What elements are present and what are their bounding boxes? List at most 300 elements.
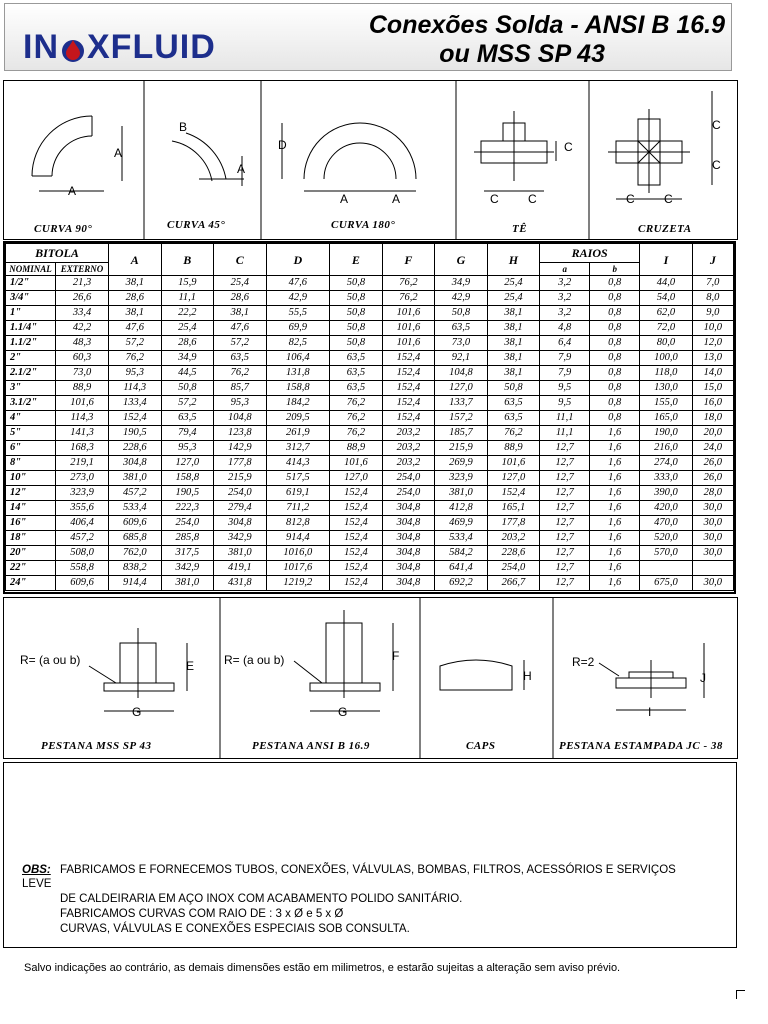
header-bitola: BITOLA xyxy=(6,244,109,263)
table-cell: 269,9 xyxy=(435,456,488,471)
table-cell: 34,9 xyxy=(435,276,488,291)
table-cell: 254,0 xyxy=(161,516,214,531)
note-line4: CURVAS, VÁLVULAS E CONEXÕES ESPECIAIS SOB CONSULTA. xyxy=(60,923,410,935)
table-cell: 118,0 xyxy=(640,366,693,381)
table-cell: 152,4 xyxy=(330,546,383,561)
table-cell: 104,8 xyxy=(214,411,267,426)
cell-nominal: 22" xyxy=(6,561,56,576)
cell-nominal: 4" xyxy=(6,411,56,426)
table-cell: 50,8 xyxy=(435,306,488,321)
estampada-dim-j: J xyxy=(700,671,706,685)
table-cell: 50,8 xyxy=(161,381,214,396)
table-cell: 12,7 xyxy=(540,501,590,516)
table-cell: 57,2 xyxy=(109,336,162,351)
caption-caps: CAPS xyxy=(466,740,496,752)
table-cell: 0,8 xyxy=(590,306,640,321)
table-cell: 28,6 xyxy=(214,291,267,306)
cruzeta-dim-c-top: C xyxy=(712,118,721,132)
table-cell: 95,3 xyxy=(161,441,214,456)
table-cell: 222,3 xyxy=(161,501,214,516)
table-cell: 11,1 xyxy=(161,291,214,306)
table-row xyxy=(6,336,734,351)
table-cell: 63,5 xyxy=(487,396,540,411)
table-cell: 73,0 xyxy=(435,336,488,351)
table-cell: 63,5 xyxy=(161,411,214,426)
table-cell: 216,0 xyxy=(640,441,693,456)
cruzeta-dim-c-right: C xyxy=(664,192,673,206)
table-cell: 63,5 xyxy=(330,381,383,396)
flanges-drawings xyxy=(4,598,737,758)
table-cell: 152,4 xyxy=(382,351,435,366)
table-row xyxy=(6,546,734,561)
table-cell: 38,1 xyxy=(214,306,267,321)
table-cell: 152,4 xyxy=(330,486,383,501)
cell-nominal: 2" xyxy=(6,351,56,366)
table-cell: 3,2 xyxy=(540,276,590,291)
header-nominal: NOMINAL xyxy=(6,263,56,276)
table-cell: 12,7 xyxy=(540,441,590,456)
table-cell: 254,0 xyxy=(214,486,267,501)
table-cell: 0,8 xyxy=(590,321,640,336)
table-cell: 609,6 xyxy=(56,576,109,591)
header-col-g: G xyxy=(435,244,488,276)
table-cell: 165,0 xyxy=(640,411,693,426)
table-cell: 88,9 xyxy=(487,441,540,456)
table-cell: 1,6 xyxy=(590,546,640,561)
table-cell: 570,0 xyxy=(640,546,693,561)
header-col-c: C xyxy=(214,244,267,276)
table-cell: 304,8 xyxy=(382,561,435,576)
footer-disclaimer: Salvo indicações ao contrário, as demais dimensões estão em milimetros, e estarão sujeitas a alteração sem aviso prévio. xyxy=(24,962,621,974)
table-cell: 304,8 xyxy=(382,516,435,531)
table-row xyxy=(6,576,734,591)
table-cell: 130,0 xyxy=(640,381,693,396)
table-row xyxy=(6,426,734,441)
page-title-line1: Conexões Solda - ANSI B 16.9 xyxy=(368,11,725,39)
table-cell: 100,0 xyxy=(640,351,693,366)
note-line3: FABRICAMOS CURVAS COM RAIO DE : 3 x Ø e 5 x Ø xyxy=(60,908,344,920)
table-cell: 44,5 xyxy=(161,366,214,381)
table-cell: 152,4 xyxy=(109,411,162,426)
table-row xyxy=(6,351,734,366)
mss-radius-label: R= (a ou b) xyxy=(20,653,81,667)
table-cell: 0,8 xyxy=(590,351,640,366)
cell-nominal: 10" xyxy=(6,471,56,486)
table-cell: 44,0 xyxy=(640,276,693,291)
cell-nominal: 6" xyxy=(6,441,56,456)
table-cell: 228,6 xyxy=(109,441,162,456)
table-cell: 54,0 xyxy=(640,291,693,306)
caption-te: TÊ xyxy=(512,223,528,235)
table-row xyxy=(6,291,734,306)
table-row xyxy=(6,366,734,381)
table-cell: 25,4 xyxy=(487,276,540,291)
table-cell: 1219,2 xyxy=(266,576,330,591)
table-cell: 123,8 xyxy=(214,426,267,441)
table-cell: 469,9 xyxy=(435,516,488,531)
table-cell: 15,0 xyxy=(692,381,733,396)
table-cell: 215,9 xyxy=(214,471,267,486)
table-cell: 157,2 xyxy=(435,411,488,426)
table-row xyxy=(6,486,734,501)
table-cell: 203,2 xyxy=(487,531,540,546)
header-raio-a: a xyxy=(540,263,590,276)
header-externo: EXTERNO xyxy=(56,263,109,276)
table-cell: 158,8 xyxy=(161,471,214,486)
table-cell: 0,8 xyxy=(590,276,640,291)
table-cell: 158,8 xyxy=(266,381,330,396)
table-cell: 127,0 xyxy=(330,471,383,486)
table-cell: 12,7 xyxy=(540,486,590,501)
table-cell: 317,5 xyxy=(161,546,214,561)
table-cell: 13,0 xyxy=(692,351,733,366)
table-cell: 0,8 xyxy=(590,291,640,306)
table-cell: 7,9 xyxy=(540,351,590,366)
header-col-h: H xyxy=(487,244,540,276)
table-cell: 26,0 xyxy=(692,471,733,486)
table-cell: 50,8 xyxy=(330,291,383,306)
table-cell: 47,6 xyxy=(214,321,267,336)
table-cell: 38,1 xyxy=(487,351,540,366)
table-cell: 414,3 xyxy=(266,456,330,471)
table-cell: 838,2 xyxy=(109,561,162,576)
table-cell: 88,9 xyxy=(330,441,383,456)
table-cell: 101,6 xyxy=(382,321,435,336)
table-cell: 114,3 xyxy=(109,381,162,396)
table-cell: 50,8 xyxy=(330,306,383,321)
table-cell: 155,0 xyxy=(640,396,693,411)
table-cell: 9,5 xyxy=(540,396,590,411)
header-col-a: A xyxy=(109,244,162,276)
table-cell: 42,9 xyxy=(266,291,330,306)
caption-pestana-mss: PESTANA MSS SP 43 xyxy=(41,740,152,752)
caption-curva90: CURVA 90° xyxy=(34,223,93,235)
table-cell: 619,1 xyxy=(266,486,330,501)
obs-label: OBS: xyxy=(22,864,51,876)
table-cell: 133,4 xyxy=(109,396,162,411)
table-cell: 355,6 xyxy=(56,501,109,516)
table-cell: 72,0 xyxy=(640,321,693,336)
header-col-b: B xyxy=(161,244,214,276)
table-cell: 24,0 xyxy=(692,441,733,456)
curva90-dim-a-horizontal: A xyxy=(68,184,77,198)
table-cell: 203,2 xyxy=(382,456,435,471)
table-cell: 60,3 xyxy=(56,351,109,366)
table-cell: 190,5 xyxy=(109,426,162,441)
table-cell: 114,3 xyxy=(56,411,109,426)
table-cell: 12,7 xyxy=(540,456,590,471)
table-cell: 76,2 xyxy=(330,396,383,411)
caption-cruzeta: CRUZETA xyxy=(638,223,692,235)
table-cell: 63,5 xyxy=(435,321,488,336)
table-cell: 47,6 xyxy=(109,321,162,336)
table-cell: 420,0 xyxy=(640,501,693,516)
table-cell: 57,2 xyxy=(161,396,214,411)
table-cell: 101,6 xyxy=(487,456,540,471)
fittings-diagram-panel xyxy=(3,80,738,240)
page-title-line2: ou MSS SP 43 xyxy=(439,40,605,68)
table-cell: 406,4 xyxy=(56,516,109,531)
table-cell: 26,6 xyxy=(56,291,109,306)
header-col-e: E xyxy=(330,244,383,276)
cell-nominal: 14" xyxy=(6,501,56,516)
table-cell xyxy=(692,561,733,576)
table-row xyxy=(6,411,734,426)
table-cell: 80,0 xyxy=(640,336,693,351)
cell-nominal: 1" xyxy=(6,306,56,321)
ansi-radius-label: R= (a ou b) xyxy=(224,653,285,667)
table-cell: 692,2 xyxy=(435,576,488,591)
table-cell: 762,0 xyxy=(109,546,162,561)
table-cell: 133,7 xyxy=(435,396,488,411)
table-cell: 3,2 xyxy=(540,291,590,306)
table-cell: 62,0 xyxy=(640,306,693,321)
table-cell: 228,6 xyxy=(487,546,540,561)
table-cell: 209,5 xyxy=(266,411,330,426)
table-cell: 168,3 xyxy=(56,441,109,456)
table-cell: 342,9 xyxy=(161,561,214,576)
cell-nominal: 16" xyxy=(6,516,56,531)
table-cell: 12,7 xyxy=(540,516,590,531)
table-cell: 101,6 xyxy=(382,336,435,351)
table-cell: 711,2 xyxy=(266,501,330,516)
table-cell: 1,6 xyxy=(590,561,640,576)
ansi-dim-g: G xyxy=(338,705,348,719)
table-cell: 16,0 xyxy=(692,396,733,411)
curva45-dim-a: A xyxy=(237,162,246,176)
table-cell: 266,7 xyxy=(487,576,540,591)
table-cell: 1,6 xyxy=(590,501,640,516)
table-cell: 30,0 xyxy=(692,501,733,516)
cell-nominal: 1.1/4" xyxy=(6,321,56,336)
table-cell: 11,1 xyxy=(540,411,590,426)
table-cell: 558,8 xyxy=(56,561,109,576)
table-cell: 609,6 xyxy=(109,516,162,531)
table-cell: 38,1 xyxy=(109,306,162,321)
table-cell: 152,4 xyxy=(382,381,435,396)
table-cell: 18,0 xyxy=(692,411,733,426)
table-cell: 12,7 xyxy=(540,546,590,561)
cell-nominal: 18" xyxy=(6,531,56,546)
table-cell: 0,8 xyxy=(590,381,640,396)
table-cell: 38,1 xyxy=(487,336,540,351)
caption-curva45: CURVA 45° xyxy=(167,219,226,231)
caption-pestana-ansi: PESTANA ANSI B 16.9 xyxy=(252,740,370,752)
corner-mark xyxy=(736,990,745,999)
table-cell: 219,1 xyxy=(56,456,109,471)
table-cell: 57,2 xyxy=(214,336,267,351)
table-cell: 12,7 xyxy=(540,471,590,486)
table-cell: 127,0 xyxy=(435,381,488,396)
table-row xyxy=(6,441,734,456)
fittings-drawings xyxy=(4,81,737,239)
dimensions-table xyxy=(5,243,734,591)
header-col-j: J xyxy=(692,244,733,276)
table-cell: 285,8 xyxy=(161,531,214,546)
table-cell: 1,6 xyxy=(590,456,640,471)
table-cell: 73,0 xyxy=(56,366,109,381)
table-cell: 12,0 xyxy=(692,336,733,351)
table-row xyxy=(6,501,734,516)
table-cell: 106,4 xyxy=(266,351,330,366)
table-cell: 152,4 xyxy=(382,366,435,381)
table-cell: 21,3 xyxy=(56,276,109,291)
table-cell: 1,6 xyxy=(590,426,640,441)
table-cell: 8,0 xyxy=(692,291,733,306)
table-cell: 520,0 xyxy=(640,531,693,546)
table-cell: 4,8 xyxy=(540,321,590,336)
table-cell: 431,8 xyxy=(214,576,267,591)
table-cell: 42,2 xyxy=(56,321,109,336)
header-col-d: D xyxy=(266,244,330,276)
table-cell: 914,4 xyxy=(266,531,330,546)
table-cell: 50,8 xyxy=(487,381,540,396)
table-cell: 177,8 xyxy=(214,456,267,471)
table-cell: 48,3 xyxy=(56,336,109,351)
table-cell: 381,0 xyxy=(214,546,267,561)
table-cell: 63,5 xyxy=(214,351,267,366)
cell-nominal: 5" xyxy=(6,426,56,441)
table-cell: 12,7 xyxy=(540,531,590,546)
table-cell: 38,1 xyxy=(487,321,540,336)
cruzeta-dim-c-mid: C xyxy=(712,158,721,172)
dimensions-table-frame xyxy=(3,241,736,594)
company-logo: IN XFLUID xyxy=(23,28,216,66)
table-cell: 304,8 xyxy=(382,531,435,546)
table-cell: 152,4 xyxy=(382,396,435,411)
table-cell: 190,0 xyxy=(640,426,693,441)
table-cell: 142,9 xyxy=(214,441,267,456)
cruzeta-dim-c-left: C xyxy=(626,192,635,206)
table-cell: 0,8 xyxy=(590,411,640,426)
table-cell: 0,8 xyxy=(590,366,640,381)
curva180-dim-a-left: A xyxy=(340,192,349,206)
table-cell: 184,2 xyxy=(266,396,330,411)
table-cell: 76,2 xyxy=(382,291,435,306)
table-cell: 165,1 xyxy=(487,501,540,516)
table-cell: 152,4 xyxy=(487,486,540,501)
table-cell: 517,5 xyxy=(266,471,330,486)
table-cell: 152,4 xyxy=(330,576,383,591)
te-dim-c-right: C xyxy=(528,192,537,206)
table-row xyxy=(6,321,734,336)
table-cell: 104,8 xyxy=(435,366,488,381)
estampada-dim-i: I xyxy=(648,705,652,719)
table-cell: 38,1 xyxy=(487,306,540,321)
table-cell: 1,6 xyxy=(590,576,640,591)
header-col-i: I xyxy=(640,244,693,276)
note-line1-wrap: LEVE xyxy=(22,878,52,890)
table-cell: 34,9 xyxy=(161,351,214,366)
table-cell: 1,6 xyxy=(590,441,640,456)
table-cell: 76,2 xyxy=(330,411,383,426)
table-cell: 30,0 xyxy=(692,546,733,561)
ansi-dim-f: F xyxy=(392,649,400,663)
table-cell: 533,4 xyxy=(109,501,162,516)
table-cell: 50,8 xyxy=(330,321,383,336)
table-cell: 914,4 xyxy=(109,576,162,591)
table-cell: 30,0 xyxy=(692,531,733,546)
table-cell: 381,0 xyxy=(109,471,162,486)
caps-dim-h: H xyxy=(523,669,532,683)
table-cell: 76,2 xyxy=(330,426,383,441)
table-cell: 30,0 xyxy=(692,516,733,531)
table-cell: 470,0 xyxy=(640,516,693,531)
te-dim-c-vertical: C xyxy=(564,140,573,154)
table-cell: 279,4 xyxy=(214,501,267,516)
table-cell: 141,3 xyxy=(56,426,109,441)
cell-nominal: 24" xyxy=(6,576,56,591)
table-cell: 22,2 xyxy=(161,306,214,321)
header-raios: RAIOS xyxy=(540,244,640,263)
table-cell: 33,4 xyxy=(56,306,109,321)
table-cell: 1,6 xyxy=(590,486,640,501)
table-cell: 25,4 xyxy=(161,321,214,336)
table-cell: 381,0 xyxy=(161,576,214,591)
table-cell: 20,0 xyxy=(692,426,733,441)
table-cell: 152,4 xyxy=(330,561,383,576)
header-raio-b: b xyxy=(590,263,640,276)
table-cell: 82,5 xyxy=(266,336,330,351)
table-cell: 152,4 xyxy=(382,411,435,426)
table-cell: 25,4 xyxy=(487,291,540,306)
table-cell: 15,9 xyxy=(161,276,214,291)
mss-dim-g: G xyxy=(132,705,142,719)
table-row xyxy=(6,561,734,576)
table-cell: 55,5 xyxy=(266,306,330,321)
table-cell: 9,5 xyxy=(540,381,590,396)
table-cell: 12,7 xyxy=(540,561,590,576)
table-cell: 312,7 xyxy=(266,441,330,456)
note-line1: FABRICAMOS E FORNECEMOS TUBOS, CONEXÕES, VÁLVULAS, BOMBAS, FILTROS, ACESSÓRIOS E SERVIÇOS xyxy=(60,864,676,876)
table-cell: 254,0 xyxy=(382,486,435,501)
table-cell: 152,4 xyxy=(330,516,383,531)
table-cell: 63,5 xyxy=(487,411,540,426)
table-cell: 812,8 xyxy=(266,516,330,531)
table-cell: 131,8 xyxy=(266,366,330,381)
table-cell: 641,4 xyxy=(435,561,488,576)
table-cell: 12,7 xyxy=(540,576,590,591)
cell-nominal: 1.1/2" xyxy=(6,336,56,351)
table-cell: 381,0 xyxy=(435,486,488,501)
table-cell xyxy=(640,561,693,576)
table-cell: 7,0 xyxy=(692,276,733,291)
curva180-dim-d: D xyxy=(278,138,287,152)
table-cell: 412,8 xyxy=(435,501,488,516)
estampada-radius-label: R=2 xyxy=(572,655,595,669)
table-row xyxy=(6,276,734,291)
table-cell: 1017,6 xyxy=(266,561,330,576)
table-cell: 390,0 xyxy=(640,486,693,501)
table-cell: 261,9 xyxy=(266,426,330,441)
table-cell: 28,0 xyxy=(692,486,733,501)
table-cell: 14,0 xyxy=(692,366,733,381)
table-cell: 304,8 xyxy=(382,576,435,591)
table-cell: 95,3 xyxy=(109,366,162,381)
table-cell: 685,8 xyxy=(109,531,162,546)
table-cell: 50,8 xyxy=(330,276,383,291)
table-cell: 304,8 xyxy=(214,516,267,531)
table-row xyxy=(6,396,734,411)
table-cell: 28,6 xyxy=(109,291,162,306)
table-cell: 203,2 xyxy=(382,426,435,441)
table-row xyxy=(6,456,734,471)
drop-icon xyxy=(61,34,85,64)
table-cell: 47,6 xyxy=(266,276,330,291)
table-cell: 63,5 xyxy=(330,351,383,366)
table-cell: 6,4 xyxy=(540,336,590,351)
table-cell: 95,3 xyxy=(214,396,267,411)
